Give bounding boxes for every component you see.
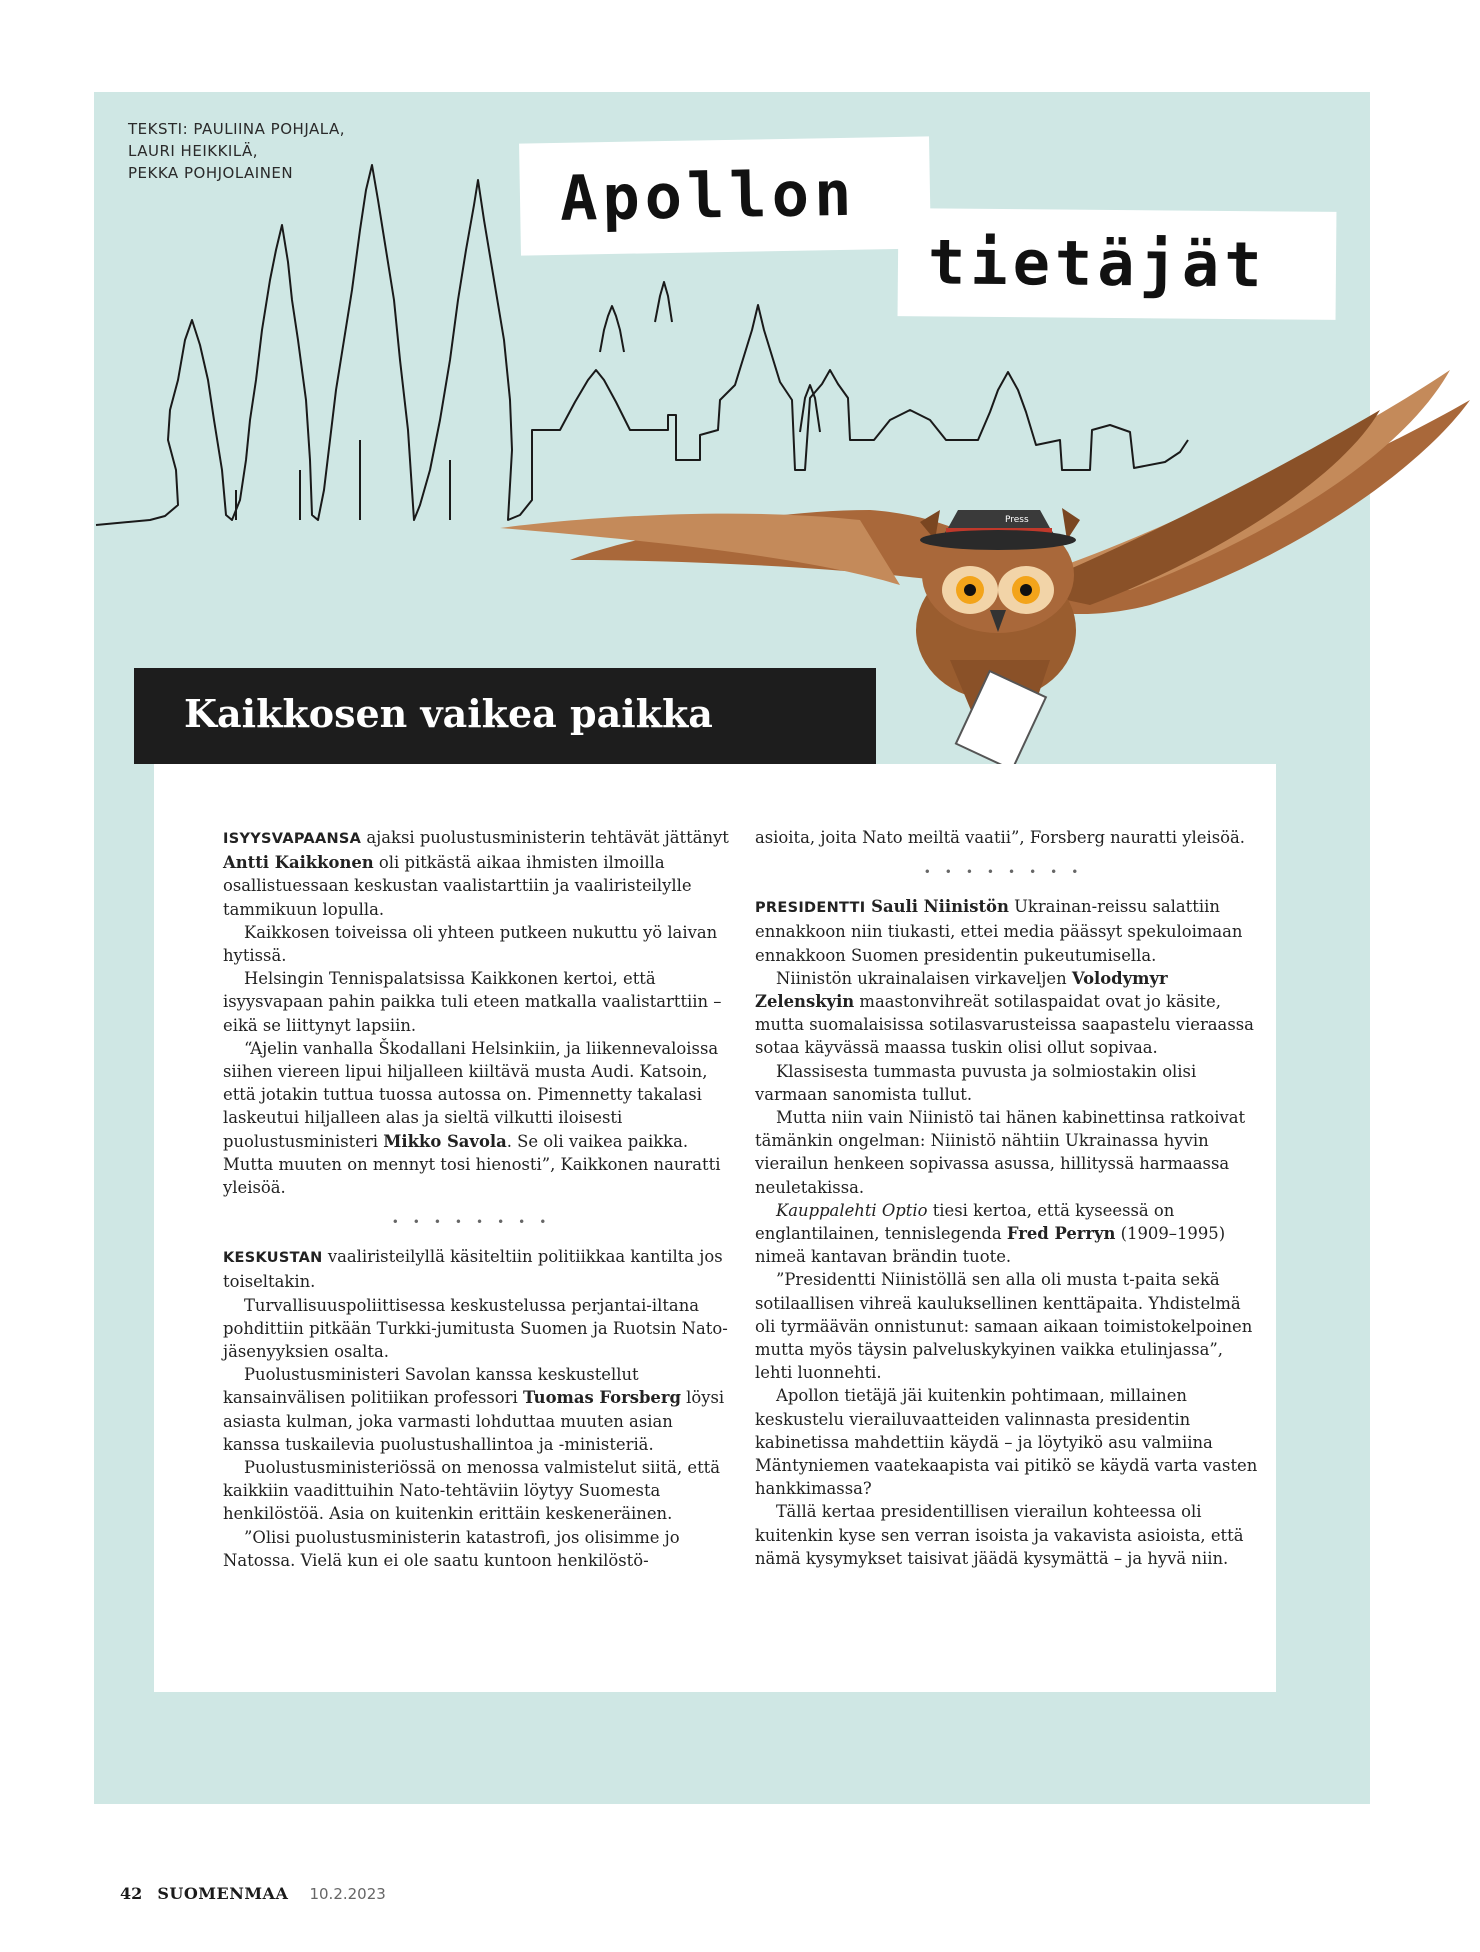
paragraph <box>223 1363 729 1456</box>
hat-press-label: Press <box>1005 515 1029 525</box>
paragraph: Puolustusministeriössä on menossa valmistelut siitä, että kaikkiin vaadittuihin Nato-tehtäviin löytyy Suomesta henkilöstöä. Asia on kuitenkin erittäin keskeneräinen. <box>223 1458 721 1524</box>
person-name: Tuomas Forsberg <box>522 1388 681 1408</box>
title-line-1: Apollon <box>519 136 931 255</box>
title-line-2: tietäjät <box>898 208 1337 320</box>
person-name: Antti Kaikkonen <box>223 853 374 873</box>
paragraph: Tällä kertaa presidentillisen vierailun kohteessa oli kuitenkin kyse sen verran isoista ja vakavista asioista, että nämä kysymykset taisivat jäädä kysymättä – ja hyvä niin. <box>755 1502 1244 1568</box>
text: Puolustusministeri Savolan kanssa keskustellut kansainvälisen politiikan professori <box>223 1365 639 1408</box>
text: tiesi kertoa, että kyseessä on englantilainen, tennislegenda <box>755 1200 1175 1244</box>
page-number: 42 <box>120 1884 143 1903</box>
paragraph <box>755 895 1261 967</box>
person-name: Fred Perryn <box>1006 1224 1116 1244</box>
text: “Ajelin vanhalla Škodallani Helsinkiin, ja liikennevaloissa siihen viereen lipui hiljalleen kiiltävä musta Audi. Katsoin, että jotakin tuttua tuossa autossa on. Pimennetty takalasi laskeutui hiljalleen alas ja sieltä vilkutti iloisesti puolustusministeri <box>223 1038 719 1151</box>
text: . Se oli vaikea paikka. Mutta muuten on mennyt tosi hienosti”, Kaikkonen nauratti yleisöä. <box>223 1131 721 1198</box>
text: löysi asiasta kulman, joka varmasti lohduttaa muuten asian kanssa tuskailevia puolustushallintoa ja -ministeriä. <box>223 1388 725 1454</box>
paragraph: Kaikkosen toiveissa oli yhteen putkeen nukuttu yö laivan hytissä. <box>223 922 718 966</box>
paragraph: Klassisesta tummasta puvusta ja solmiostakin olisi varmaan sanomista tullut. <box>755 1061 1197 1104</box>
paragraph <box>755 967 1261 1060</box>
paragraph: Apollon tietäjä jäi kuitenkin pohtimaan, millainen keskustelu vierailuvaatteiden valinnasta presidentin kabinetissa mahdettiin käydä – ja löytyikö asu valmiina Mäntyniemen vaatekaapista vai pitikö se käydä varta vasten hankkimassa? <box>755 1386 1258 1499</box>
section-separator: •••••••• <box>923 865 1093 880</box>
source-name: Kauppalehti Optio <box>776 1200 928 1220</box>
paragraph: Helsingin Tennispalatsissa Kaikkonen kertoi, että isyysvapaan pahin paikka tuli eteen matkalla vaalistarttiin – eikä se liittynyt lapsiin. <box>223 969 722 1035</box>
article-headline: Kaikkosen vaikea paikka <box>184 691 713 736</box>
person-name: Mikko Savola <box>383 1131 507 1151</box>
paragraph: ”Presidentti Niinistöllä sen alla oli musta t-paita sekä sotilaallisen vihreä kauluksellinen kenttäpaita. Yhdistelmä oli tyrmäävän onnistunut: samaan aikaan toimistokelpoinen mutta myös täysin palveluskykyinen vaikka etulinjassa”, lehti luonnehti. <box>755 1270 1253 1383</box>
lead-word: KESKUSTAN <box>223 1250 323 1267</box>
credit-line: PEKKA POHJOLAINEN <box>128 164 294 182</box>
text: oli pitkästä aikaa ihmisten ilmoilla osallistuessaan keskustan vaalistarttiin ja vaaliristeilylle tammikuun lopulla. <box>223 853 692 919</box>
magazine-name: SUOMENMAA <box>157 1884 289 1903</box>
credit-line: LAURI HEIKKILÄ, <box>128 142 259 160</box>
credit-line: TEKSTI: PAULIINA POHJALA, <box>128 120 345 138</box>
paragraph: Mutta niin vain Niinistö tai hänen kabinettinsa ratkoivat tämänkin ongelman: Niinistö nähtiin Ukrainassa hyvin vierailun henkeen sopivassa asussa, hillityssä harmaassa neuletakissa. <box>755 1108 1246 1197</box>
person-name: Volodymyr Zelenskyin <box>755 968 1168 1012</box>
text: Niinistön ukrainalaisen virkaveljen <box>776 968 1072 988</box>
paragraph <box>223 1245 729 1293</box>
paragraph <box>223 826 729 921</box>
text: ajaksi puolustusministerin tehtävät jättänyt <box>361 828 729 847</box>
lead-word: ISYYSVAPAANSA <box>223 831 362 847</box>
person-name: Sauli Niinistön <box>865 897 1009 917</box>
paragraph: asioita, joita Nato meiltä vaatii”, Forsberg nauratti yleisöä. <box>755 828 1245 847</box>
paragraph <box>223 1037 729 1199</box>
text: Ukrainan-reissu salattiin ennakkoon niin tiukasti, ettei media päässyt spekuloimaan ennakkoon Suomen presidentin pukeutumisella. <box>755 897 1243 965</box>
text: vaaliristeilyllä käsiteltiin politiikkaa kantilta jos toiseltakin. <box>223 1247 723 1292</box>
lead-word: PRESIDENTTI <box>755 900 866 917</box>
section-separator: •••••••• <box>391 1215 561 1230</box>
article-column-right <box>755 826 1261 1570</box>
paragraph: ”Olisi puolustusministerin katastrofi, jos olisimme jo Natossa. Vielä kun ei ole saatu kuntoon henkilöstö- <box>223 1527 680 1570</box>
article-column-left <box>223 826 729 1572</box>
page-footer <box>120 1884 386 1903</box>
paragraph <box>755 1199 1261 1269</box>
paragraph: Turvallisuuspoliittisessa keskustelussa perjantai-iltana pohdittiin pitkään Turkki-jumitusta Suomen ja Ruotsin Nato-jäsenyyksien osalta. <box>223 1295 728 1362</box>
issue-date: 10.2.2023 <box>309 1885 386 1903</box>
text: maastonvihreät sotilaspaidat ovat jo käsite, mutta suomalaisissa sotilasvarusteissa saapastelu vieraassa sotaa käyvässä maassa tuskin olisi ollut sopivaa. <box>755 992 1254 1058</box>
text: (1909–1995) nimeä kantavan brändin tuote. <box>755 1224 1226 1267</box>
